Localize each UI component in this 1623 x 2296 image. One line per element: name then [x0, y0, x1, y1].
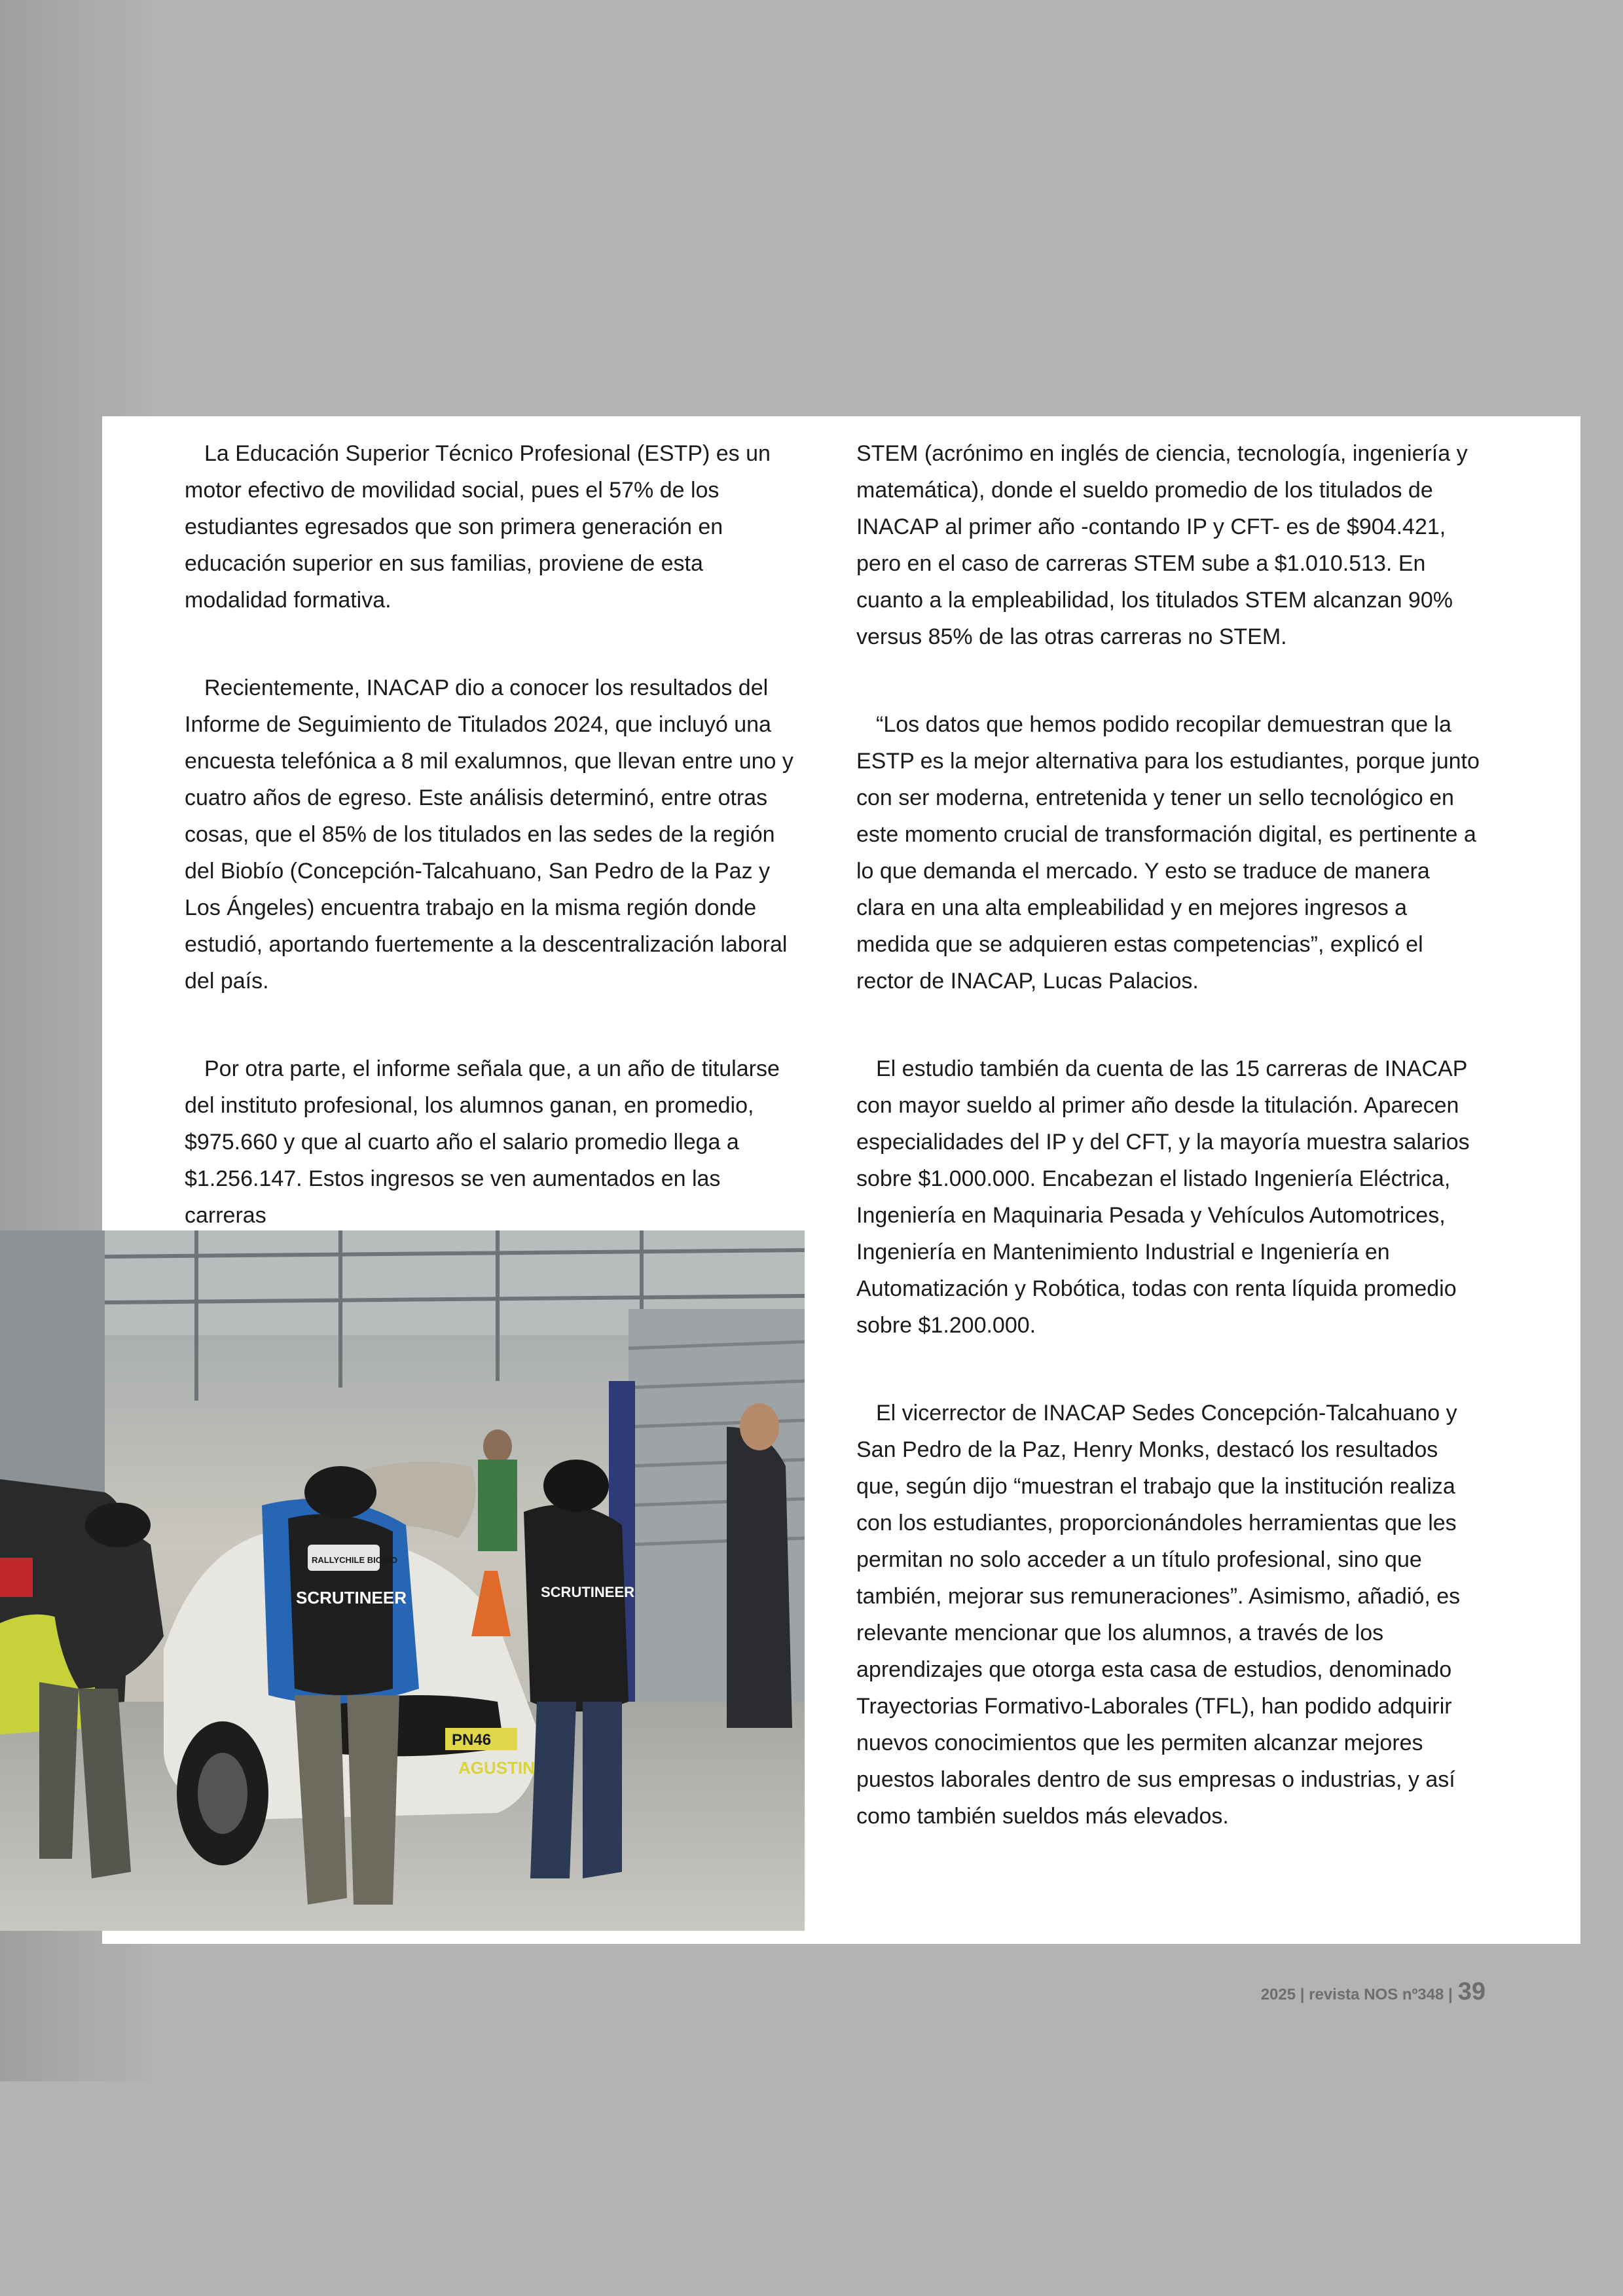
paragraph: El estudio también da cuenta de las 15 carreras de INACAP con mayor sueldo al primer año desde la titulación. Aparecen especialidades del IP y del CFT, y la mayoría muestra salarios sobre $1.000.000. Encabezan el listado Ingeniería Eléctrica, Ingeniería en Maquinaria Pesada y Vehículos Automotrices, Ingeniería en Mantenimiento Industrial e Ingeniería en Automatización y Robótica, todas con renta líquida promedio sobre $1.200.000. — [856, 1056, 1470, 1338]
paragraph: La Educación Superior Técnico Profesional (ESTP) es un motor efectivo de movilidad social, pues el 57% de los estudiantes egresados que son primera generación en educación superior en sus familias, proviene de esta modalidad formativa. — [185, 441, 771, 613]
page-number: 39 — [1457, 1978, 1486, 2005]
vest-logo-text: RALLYCHILE BIOBIO — [312, 1555, 397, 1565]
page-footer — [1261, 1978, 1486, 2006]
car-name-text: AGUSTIN — [458, 1758, 535, 1778]
paragraph-continued: STEM (acrónimo en inglés de ciencia, tecnología, ingeniería y matemática), donde el sueldo promedio de los titulados de INACAP al primer año -contando IP y CFT- es de $904.421, pero en el caso de carreras STEM sube a $1.010.513. En cuanto a la empleabilidad, los titulados STEM alcanzan 90% versus 85% de las otras carreras no STEM. — [856, 441, 1468, 649]
paragraph: Por otra parte, el informe señala que, a un año de titularse del instituto profesional, los alumnos ganan, en promedio, $975.660 y que al cuarto año el salario promedio llega a $1.256.147. Estos ingresos se ven aumentados en las carreras — [185, 1056, 780, 1228]
paragraph: Recientemente, INACAP dio a conocer los resultados del Informe de Seguimiento de Titulados 2024, que incluyó una encuesta telefónica a 8 mil exalumnos, que llevan entre uno y cuatro años de egreso. Este análisis determinó, entre otras cosas, que el 85% de los titulados en las sedes de la región del Biobío (Concepción-Talcahuano, San Pedro de la Paz y Los Ángeles) encuentra trabajo en la misma región donde estudió, aportando fuertemente a la descentralización laboral del país. — [185, 675, 793, 994]
footer-label: 2025 | revista NOS nº348 | — [1260, 1986, 1453, 2003]
article-left-column — [185, 435, 793, 1285]
vest-text-center: SCRUTINEER — [296, 1588, 407, 1607]
article-right-column — [856, 435, 1482, 1886]
car-plate-text: PN46 — [452, 1731, 492, 1749]
paragraph: El vicerrector de INACAP Sedes Concepción-Talcahuano y San Pedro de la Paz, Henry Monks, destacó los resultados que, según dijo “muestran el trabajo que la institución realiza con los estudiantes, proporcionándoles herramientas que les permitan no solo acceder a un título profesional, sino que también, mejorar sus remuneraciones”. Asimismo, añadió, es relevante mencionar que los alumnos, a través de los aprendizajes que otorga esta casa de estudios, denominado Trayectorias Formativo-Laborales (TFL), han podido adquirir nuevos conocimientos que les permiten alcanzar mejores puestos laborales dentro de sus empresas o industrias, y así como también sueldos más elevados. — [856, 1401, 1461, 1829]
paragraph: “Los datos que hemos podido recopilar demuestran que la ESTP es la mejor alternativa para los estudiantes, porque junto con ser moderna, entretenida y tener un sello tecnológico en este momento crucial de transformación digital, es pertinente a lo que demanda el mercado. Y esto se traduce de manera clara en una alta empleabilidad y en mejores ingresos a medida que se adquieren estas competencias”, explicó el rector de INACAP, Lucas Palacios. — [856, 712, 1480, 994]
rally-scrutineers-photo — [0, 1230, 805, 1931]
vest-text-right: SCRUTINEER — [541, 1584, 635, 1600]
